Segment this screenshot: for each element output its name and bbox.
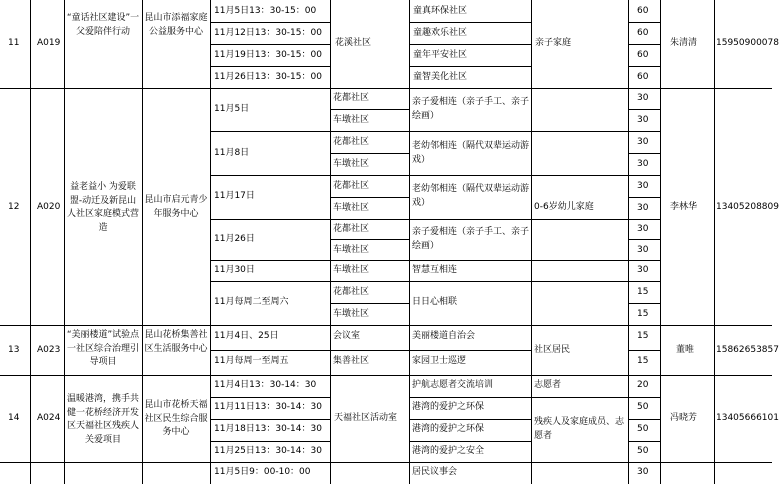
activity: 童趣欢乐社区 bbox=[413, 28, 468, 38]
time-slot: 11月18日13：30-14：30 bbox=[214, 424, 322, 434]
participant-count: 30 bbox=[637, 265, 649, 275]
time-slot: 11月17日 bbox=[214, 191, 255, 201]
participant-count: 30 bbox=[637, 245, 649, 255]
time-slot: 11月25日13：30-14：30 bbox=[214, 446, 322, 456]
activity: 美丽楼道自治会 bbox=[412, 331, 476, 341]
row-number: 14 bbox=[8, 413, 20, 423]
time-slot: 11月26日13：30-15：00 bbox=[214, 72, 322, 82]
audience: 亲子家庭 bbox=[535, 38, 572, 48]
activity: 居民议事会 bbox=[412, 467, 458, 477]
project-code: A024 bbox=[37, 413, 61, 423]
venue: 车墩社区 bbox=[333, 159, 370, 169]
venue: 花溪社区 bbox=[335, 38, 372, 48]
participant-count: 30 bbox=[637, 467, 649, 477]
participant-count: 50 bbox=[637, 402, 649, 412]
venue: 花都社区 bbox=[333, 137, 370, 147]
venue: 花都社区 bbox=[333, 224, 370, 234]
phone-number: 13405208809 bbox=[716, 202, 779, 212]
audience: 0-6岁幼儿家庭 bbox=[534, 202, 594, 212]
participant-count: 50 bbox=[637, 446, 649, 456]
project-title: 益老益小 为爱联盟-动迁及新昆山人社区家庭模式营造 bbox=[66, 182, 139, 233]
activity: 亲子爱相连（亲子手工、亲子绘画） bbox=[412, 97, 530, 121]
activity: 童年平安社区 bbox=[413, 50, 468, 60]
organization: 昆山市添福家庭公益服务中心 bbox=[144, 13, 208, 37]
participant-count: 30 bbox=[637, 224, 649, 234]
time-slot: 11月每周二至周六 bbox=[214, 297, 289, 307]
activity: 亲子爱相连（亲子手工、亲子绘画） bbox=[412, 227, 530, 251]
venue: 花都社区 bbox=[333, 287, 370, 297]
participant-count: 30 bbox=[637, 159, 649, 169]
phone-number: 13405666101 bbox=[716, 413, 779, 423]
participant-count: 60 bbox=[637, 50, 649, 60]
activity: 护航志愿者交流培训 bbox=[412, 380, 494, 390]
activity: 港湾的爱护之安全 bbox=[412, 446, 485, 456]
venue: 会议室 bbox=[333, 331, 361, 341]
time-slot: 11月4日、25日 bbox=[214, 331, 279, 341]
organization: 昆山花桥集善社区生活服务中心 bbox=[144, 330, 208, 354]
organization: 昆山市花桥天福社区民生综合服务中心 bbox=[144, 400, 208, 437]
activity: 日日心相联 bbox=[412, 297, 458, 307]
venue: 车墩社区 bbox=[333, 245, 370, 255]
row-number: 12 bbox=[8, 202, 20, 212]
activity: 智慧互相连 bbox=[412, 265, 458, 275]
venue: 车墩社区 bbox=[333, 265, 370, 275]
participant-count: 15 bbox=[637, 331, 649, 341]
row-number: 13 bbox=[8, 345, 20, 355]
participant-count: 30 bbox=[637, 181, 649, 191]
venue: 车墩社区 bbox=[333, 309, 370, 319]
project-title: “美丽楼道”试验点一社区综合治理引导项目 bbox=[66, 330, 140, 367]
project-code: A019 bbox=[37, 38, 61, 48]
audience: 残疾人及家庭成员、志愿者 bbox=[534, 417, 625, 441]
time-slot: 11月12日13：30-15：00 bbox=[214, 28, 322, 38]
contact-person: 董唯 bbox=[676, 345, 695, 355]
participant-count: 15 bbox=[637, 287, 649, 297]
phone-number: 15950900078 bbox=[716, 38, 779, 48]
participant-count: 30 bbox=[637, 203, 649, 213]
audience: 志愿者 bbox=[534, 380, 562, 390]
participant-count: 20 bbox=[637, 380, 649, 390]
time-slot: 11月4日13：30-14：30 bbox=[214, 380, 317, 390]
time-slot: 11月11日13：30-14：30 bbox=[214, 402, 322, 412]
time-slot: 11月19日13：30-15：00 bbox=[214, 50, 322, 60]
participant-count: 15 bbox=[637, 356, 649, 366]
project-title: 温暖港湾，携手共健一花桥经济开发区天福社区残疾人关爱项目 bbox=[66, 394, 139, 445]
participant-count: 15 bbox=[637, 309, 649, 319]
participant-count: 60 bbox=[637, 28, 649, 38]
activity: 老幼邻相连（隔代双辈运动游戏） bbox=[412, 141, 530, 165]
phone-number: 15862653857 bbox=[716, 345, 779, 355]
organization: 昆山市启元青少年服务中心 bbox=[144, 195, 208, 219]
venue: 车墩社区 bbox=[333, 203, 370, 213]
time-slot: 11月30日 bbox=[214, 265, 255, 275]
venue: 集善社区 bbox=[333, 356, 370, 366]
time-slot: 11月8日 bbox=[214, 148, 250, 158]
time-slot: 11月26日 bbox=[214, 234, 255, 244]
activity: 童真环保社区 bbox=[413, 6, 468, 16]
participant-count: 50 bbox=[637, 424, 649, 434]
activity: 港湾的爱护之环保 bbox=[412, 402, 485, 412]
contact-person: 朱清清 bbox=[670, 38, 698, 48]
venue: 天福社区活动室 bbox=[334, 413, 398, 423]
activity: 港湾的爱护之环保 bbox=[412, 424, 485, 434]
time-slot: 11月5日 bbox=[214, 104, 250, 114]
contact-person: 李林华 bbox=[670, 202, 698, 212]
activity: 家园卫士巡逻 bbox=[412, 356, 467, 366]
venue: 花都社区 bbox=[333, 181, 370, 191]
project-code: A020 bbox=[37, 202, 61, 212]
project-code: A023 bbox=[37, 345, 61, 355]
audience: 社区居民 bbox=[534, 345, 571, 355]
participant-count: 60 bbox=[637, 72, 649, 82]
participant-count: 30 bbox=[637, 93, 649, 103]
participant-count: 30 bbox=[637, 115, 649, 125]
activity: 童智美化社区 bbox=[413, 72, 468, 82]
time-slot: 11月5日9：00-10：00 bbox=[214, 467, 311, 477]
project-title: “童话社区建设”一父爱陪伴行动 bbox=[66, 13, 140, 37]
time-slot: 11月5日13：30-15：00 bbox=[214, 6, 317, 16]
contact-person: 冯晓芳 bbox=[670, 413, 698, 423]
row-number: 11 bbox=[8, 38, 20, 48]
venue: 车墩社区 bbox=[333, 115, 370, 125]
participant-count: 30 bbox=[637, 137, 649, 147]
participant-count: 60 bbox=[637, 6, 649, 16]
venue: 花都社区 bbox=[333, 93, 370, 103]
activity: 老幼邻相连（隔代双辈运动游戏） bbox=[412, 184, 530, 208]
time-slot: 11月每周一至周五 bbox=[214, 356, 289, 366]
